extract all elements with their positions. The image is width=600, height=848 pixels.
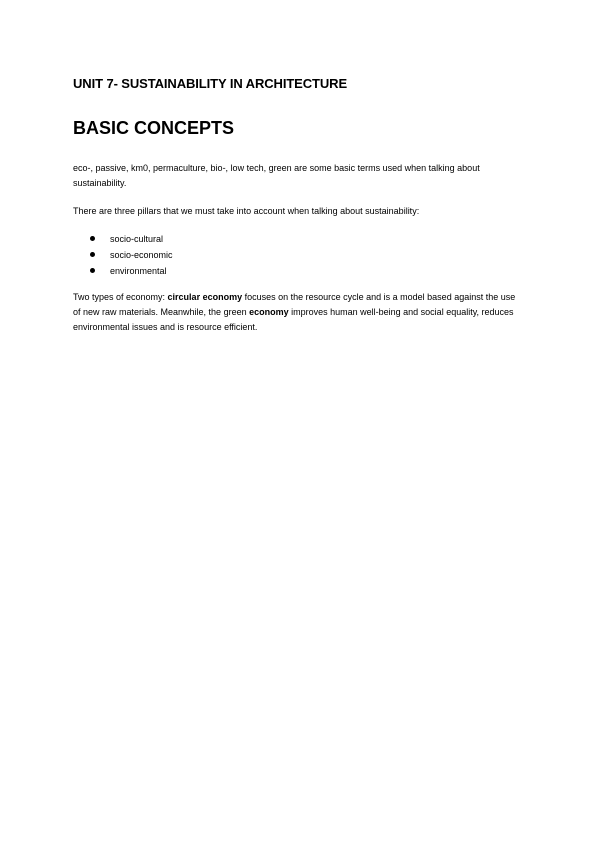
list-item-label: environmental — [110, 266, 167, 276]
terms-paragraph: eco-, passive, km0, permaculture, bio-, low tech, green are some basic terms used when talking about sustainability. — [73, 163, 480, 188]
economy-text-part3: improves human well-being and social equality, reduces environmental issues and is resource efficient. — [73, 307, 514, 332]
list-item-label: socio-economic — [110, 250, 173, 260]
list-item-label: socio-cultural — [110, 234, 164, 244]
list-item — [73, 247, 173, 263]
green-economy-term: economy — [249, 307, 289, 317]
bullet-icon — [90, 236, 95, 241]
economy-text-part2: focuses on the resource cycle and is a model based against the use of new raw materials. Meanwhile, the green — [73, 292, 516, 317]
pillars-intro-paragraph: There are three pillars that we must take into account when talking about sustainability: — [73, 206, 420, 216]
pillars-list — [73, 231, 173, 279]
list-item — [73, 231, 173, 247]
list-item — [73, 263, 173, 279]
circular-economy-term: circular economy — [167, 292, 243, 302]
section-title: BASIC CONCEPTS — [73, 118, 235, 138]
bullet-icon — [90, 268, 95, 273]
economy-paragraph — [73, 290, 523, 335]
unit-title: UNIT 7- SUSTAINABILITY IN ARCHITECTURE — [73, 76, 348, 91]
bullet-icon — [90, 252, 95, 257]
economy-text-part1: Two types of economy: — [73, 292, 168, 302]
